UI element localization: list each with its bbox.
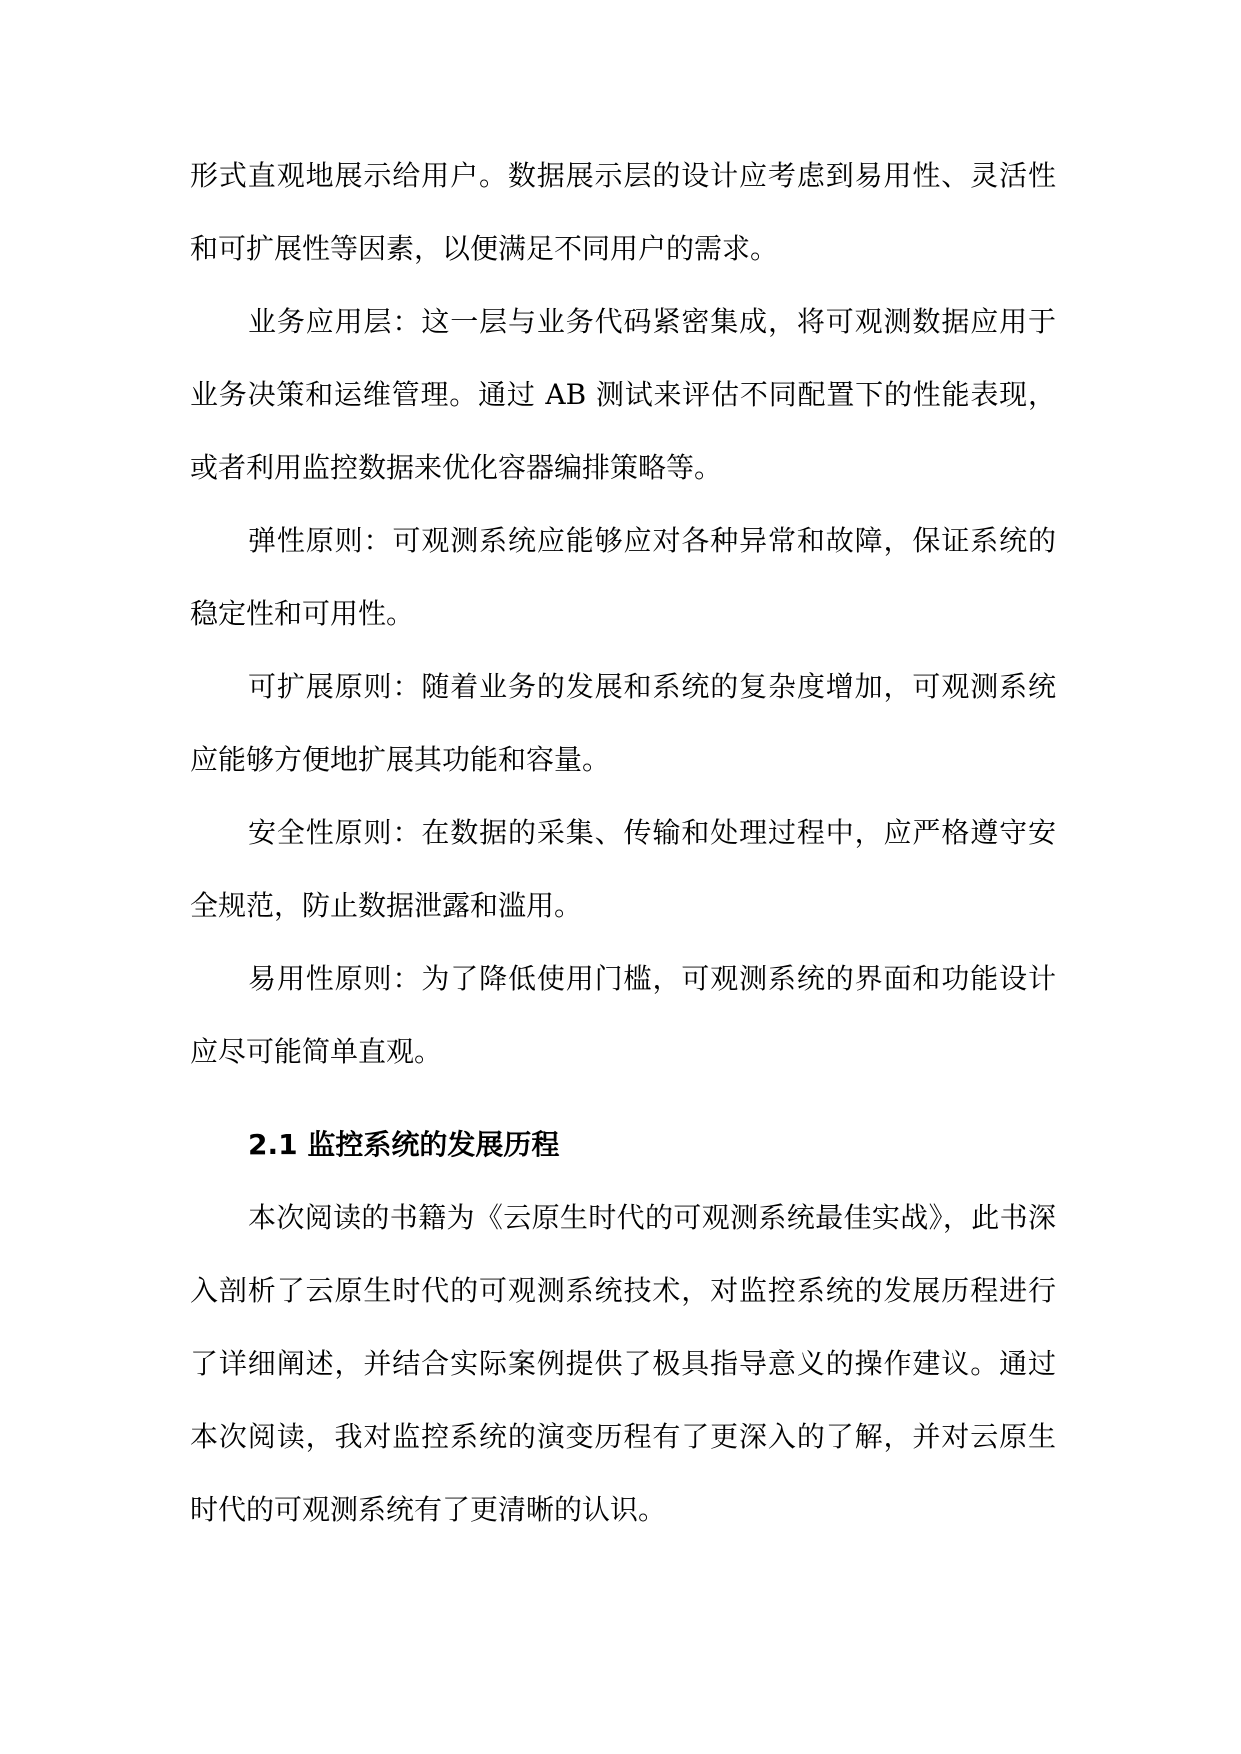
- section-heading: 2.1 监控系统的发展历程: [248, 1128, 560, 1161]
- document-body: [190, 139, 1056, 1546]
- paragraph-security: 安全性原则：在数据的采集、传输和处理过程中，应严格遵守安全规范，防止数据泄露和滥用。: [190, 816, 1056, 922]
- paragraph-section-intro: 本次阅读的书籍为《云原生时代的可观测系统最佳实战》，此书深入剖析了云原生时代的可观测系统技术，对监控系统的发展历程进行了详细阐述，并结合实际案例提供了极具指导意义的操作建议。通过本次阅读，我对监控系统的演变历程有了更深入的了解，并对云原生时代的可观测系统有了更清晰的认识。: [190, 1201, 1056, 1526]
- paragraph-elasticity: 弹性原则：可观测系统应能够应对各种异常和故障，保证系统的稳定性和可用性。: [190, 524, 1056, 630]
- paragraph-usability: 易用性原则：为了降低使用门槛，可观测系统的界面和功能设计应尽可能简单直观。: [190, 962, 1056, 1068]
- paragraph-business-layer: 业务应用层：这一层与业务代码紧密集成，将可观测数据应用于业务决策和运维管理。通过 AB 测试来评估不同配置下的性能表现，或者利用监控数据来优化容器编排策略等。: [190, 305, 1056, 484]
- paragraph-continuation: 形式直观地展示给用户。数据展示层的设计应考虑到易用性、灵活性和可扩展性等因素，以便满足不同用户的需求。: [190, 159, 1056, 265]
- paragraph-scalability: 可扩展原则：随着业务的发展和系统的复杂度增加，可观测系统应能够方便地扩展其功能和容量。: [190, 670, 1056, 776]
